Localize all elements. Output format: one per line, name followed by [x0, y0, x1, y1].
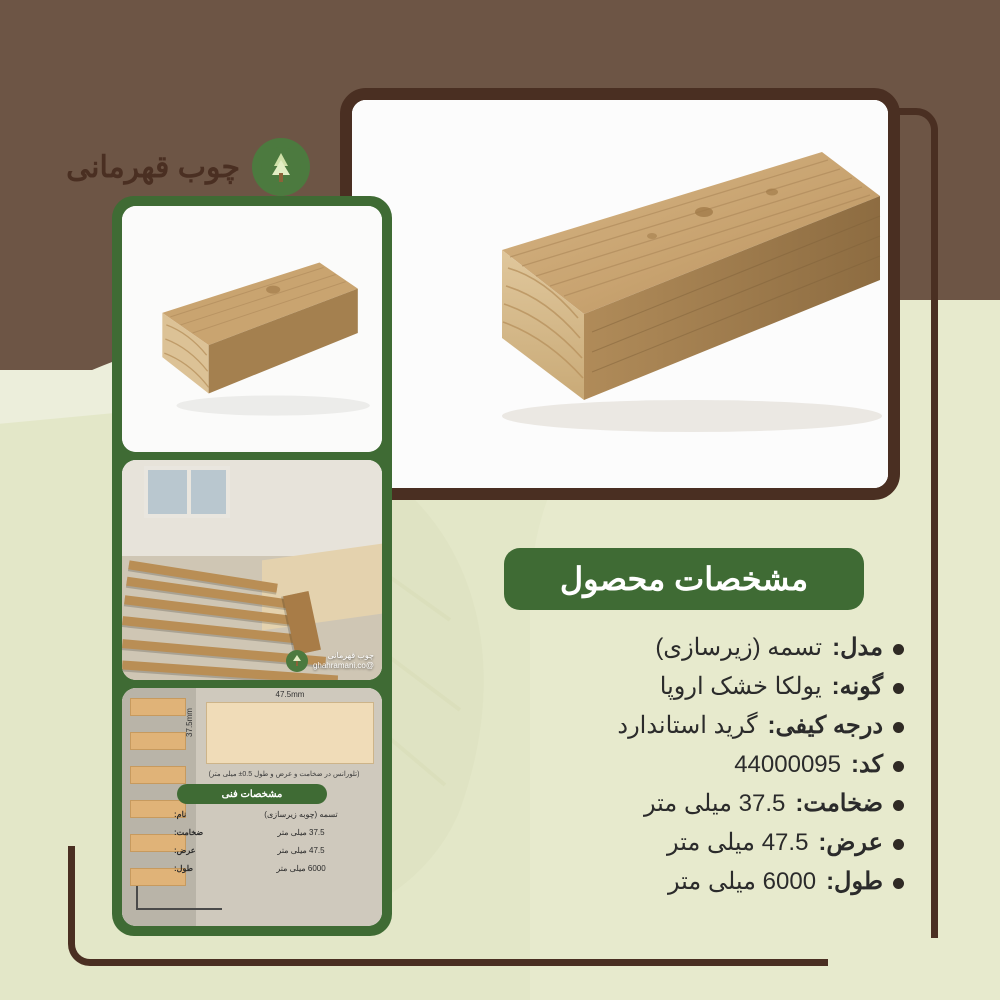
watermark-badge: [286, 650, 374, 672]
tree-logo-icon: [252, 138, 310, 196]
thumb-floor-joists[interactable]: [122, 460, 382, 680]
spec-row-width: [504, 823, 904, 862]
wood-beam-illustration: [352, 100, 888, 488]
spec-card-rows: [174, 810, 374, 873]
spec-dim-width: 47.5mm: [275, 690, 305, 700]
spec-label: مدل:: [832, 634, 883, 661]
wall-strip: [130, 732, 186, 750]
spec-card-row: [174, 828, 374, 837]
spec-row-grade: [504, 706, 904, 745]
spec-tolerance-note: (تلورانس در ضخامت و عرض و طول 0.5± میلی متر): [208, 771, 360, 779]
spec-row-model: [504, 628, 904, 667]
spec-card: [122, 688, 382, 926]
tree-logo-icon-small: [286, 650, 308, 672]
spec-card-key: عرض:: [174, 846, 196, 856]
spec-card-key: نام:: [174, 810, 187, 820]
spec-value: 37.5 میلی متر: [643, 790, 786, 817]
bullet-icon: [893, 878, 904, 889]
spec-value: گرید استاندارد: [617, 712, 758, 739]
spec-card-key: ضخامت:: [174, 828, 204, 838]
hero-product-image: [340, 88, 900, 500]
spec-row-length: [504, 862, 904, 901]
bullet-icon: [893, 761, 904, 772]
gallery-column: [112, 196, 392, 936]
spec-value: یولکا خشک اروپا: [659, 673, 822, 700]
specs-title: مشخصات محصول: [504, 548, 864, 610]
bullet-icon: [893, 683, 904, 694]
bullet-icon: [893, 644, 904, 655]
bullet-icon: [893, 722, 904, 733]
spec-label: درجه کیفی:: [767, 712, 883, 739]
spec-label: کد:: [850, 751, 883, 778]
spec-value: تسمه (زیرسازی): [655, 634, 823, 661]
spec-card-value: 47.5 میلی متر: [277, 846, 325, 856]
spec-label: عرض:: [818, 829, 883, 856]
bullet-icon: [893, 839, 904, 850]
spec-card-value: 6000 میلی متر: [276, 864, 326, 874]
room-scene: [122, 460, 382, 680]
watermark-line1: چوب قهرمانی: [327, 651, 374, 661]
spec-card-row: [174, 846, 374, 855]
spec-card-axis: [136, 886, 222, 910]
spec-card-row: [174, 864, 374, 873]
spec-label: ضخامت:: [795, 790, 883, 817]
spec-card-value: 37.5 میلی متر: [277, 828, 325, 838]
thumb-wood-beam[interactable]: [122, 206, 382, 452]
spec-label: گونه:: [831, 673, 883, 700]
spec-value: 44000095: [734, 751, 841, 778]
spec-card-value: تسمه (چوبه زیرسازی): [264, 810, 338, 820]
spec-row-thickness: [504, 784, 904, 823]
wall-strip: [130, 766, 186, 784]
spec-card-key: طول:: [174, 864, 193, 874]
spec-section-box: [206, 702, 374, 764]
spec-card-row: [174, 810, 374, 819]
brand-name: چوب قهرمانی: [66, 150, 240, 184]
brand-logo: [66, 138, 310, 196]
thumb-spec-card[interactable]: [122, 688, 382, 926]
spec-value: 47.5 میلی متر: [666, 829, 809, 856]
spec-value: 6000 میلی متر: [667, 868, 817, 895]
room-window: [144, 466, 230, 518]
specs-list: [504, 628, 904, 901]
watermark-line2: @ghahramani.co: [312, 661, 374, 671]
bullet-icon: [893, 800, 904, 811]
wood-beam-thumb-illustration: [122, 206, 382, 452]
product-specs-panel: [504, 548, 904, 901]
wall-strip: [130, 698, 186, 716]
spec-row-species: [504, 667, 904, 706]
spec-card-title: مشخصات فنی: [177, 784, 327, 804]
spec-row-code: [504, 745, 904, 784]
spec-label: طول:: [826, 868, 883, 895]
spec-dim-height: 37.5mm: [185, 708, 195, 737]
